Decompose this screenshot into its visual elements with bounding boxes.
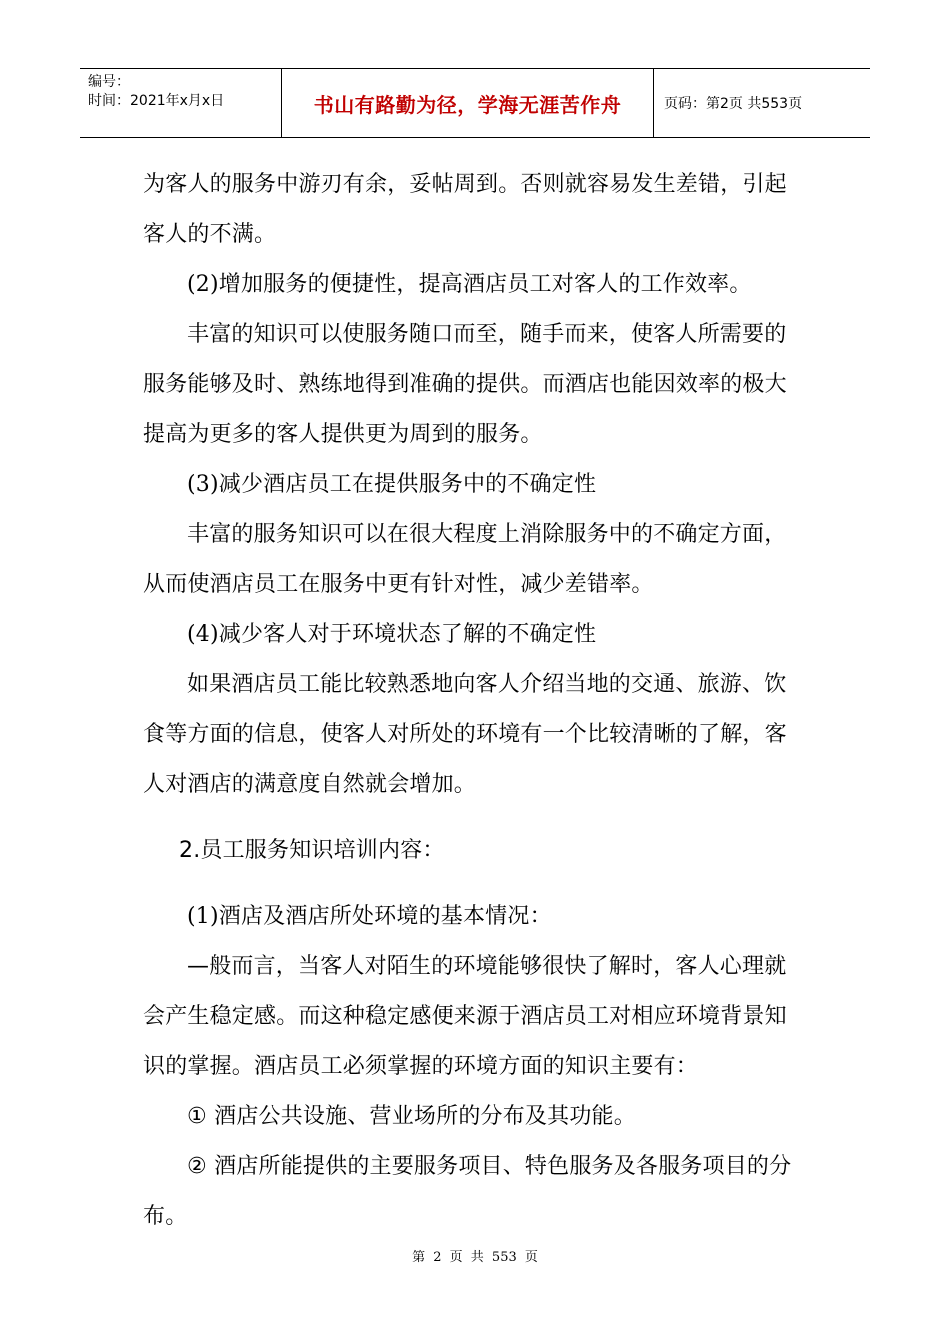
paragraph-line: 布。 [143,1204,188,1229]
paragraph-line: 会产生稳定感。而这种稳定感便来源于酒店员工对相应环境背景知 [143,1004,787,1029]
document-body [143,160,808,1242]
paragraph-line: 客人的不满。 [143,222,277,247]
subheading: (2)增加服务的便捷性，提高酒店员工对客人的工作效率。 [187,272,752,297]
header-motto-cell [282,69,654,137]
page-footer: 第 2 页 共 553 页 [412,1250,538,1265]
paragraph-line: 丰富的服务知识可以在很大程度上消除服务中的不确定方面， [187,522,787,547]
subheading: (4)减少客人对于环境状态了解的不确定性 [187,622,597,647]
section-gap [143,810,808,826]
paragraph-line: 提高为更多的客人提供更为周到的服务。 [143,422,543,447]
subheading: (3)减少酒店员工在提供服务中的不确定性 [187,472,597,497]
paragraph-line: 丰富的知识可以使服务随口而至，随手而来，使客人所需要的 [187,322,787,347]
page-info: 页码：第2页 共553页 [664,96,803,112]
document-header [80,68,870,138]
serial-label: 编号： [88,74,130,90]
paragraph-line: 服务能够及时、熟练地得到准确的提供。而酒店也能因效率的极大 [143,372,787,397]
paragraph-line: 食等方面的信息，使客人对所处的环境有一个比较清晰的了解，客 [143,722,787,747]
section-gap [143,876,808,892]
list-item: ② 酒店所能提供的主要服务项目、特色服务及各服务项目的分 [187,1154,792,1179]
header-meta [80,69,282,137]
date-label: 时间：2021年x月x日 [88,93,225,109]
motto: 书山有路勤为径，学海无涯苦作舟 [313,92,622,117]
paragraph-line: 人对酒店的满意度自然就会增加。 [143,772,477,797]
subheading: (1)酒店及酒店所处环境的基本情况： [187,904,552,929]
header-page-info [654,69,870,137]
paragraph-line: 识的掌握。酒店员工必须掌握的环境方面的知识主要有： [143,1054,699,1079]
paragraph-line: 如果酒店员工能比较熟悉地向客人介绍当地的交通、旅游、饮 [187,672,787,697]
list-item: ① 酒店公共设施、营业场所的分布及其功能。 [187,1104,636,1129]
paragraph-line: —般而言，当客人对陌生的环境能够很快了解时，客人心理就 [187,954,787,979]
paragraph-line: 从而使酒店员工在服务中更有针对性，减少差错率。 [143,572,654,597]
paragraph-line: 为客人的服务中游刃有余，妥帖周到。否则就容易发生差错，引起 [143,172,787,197]
section-heading: 2.员工服务知识培训内容： [179,838,445,863]
